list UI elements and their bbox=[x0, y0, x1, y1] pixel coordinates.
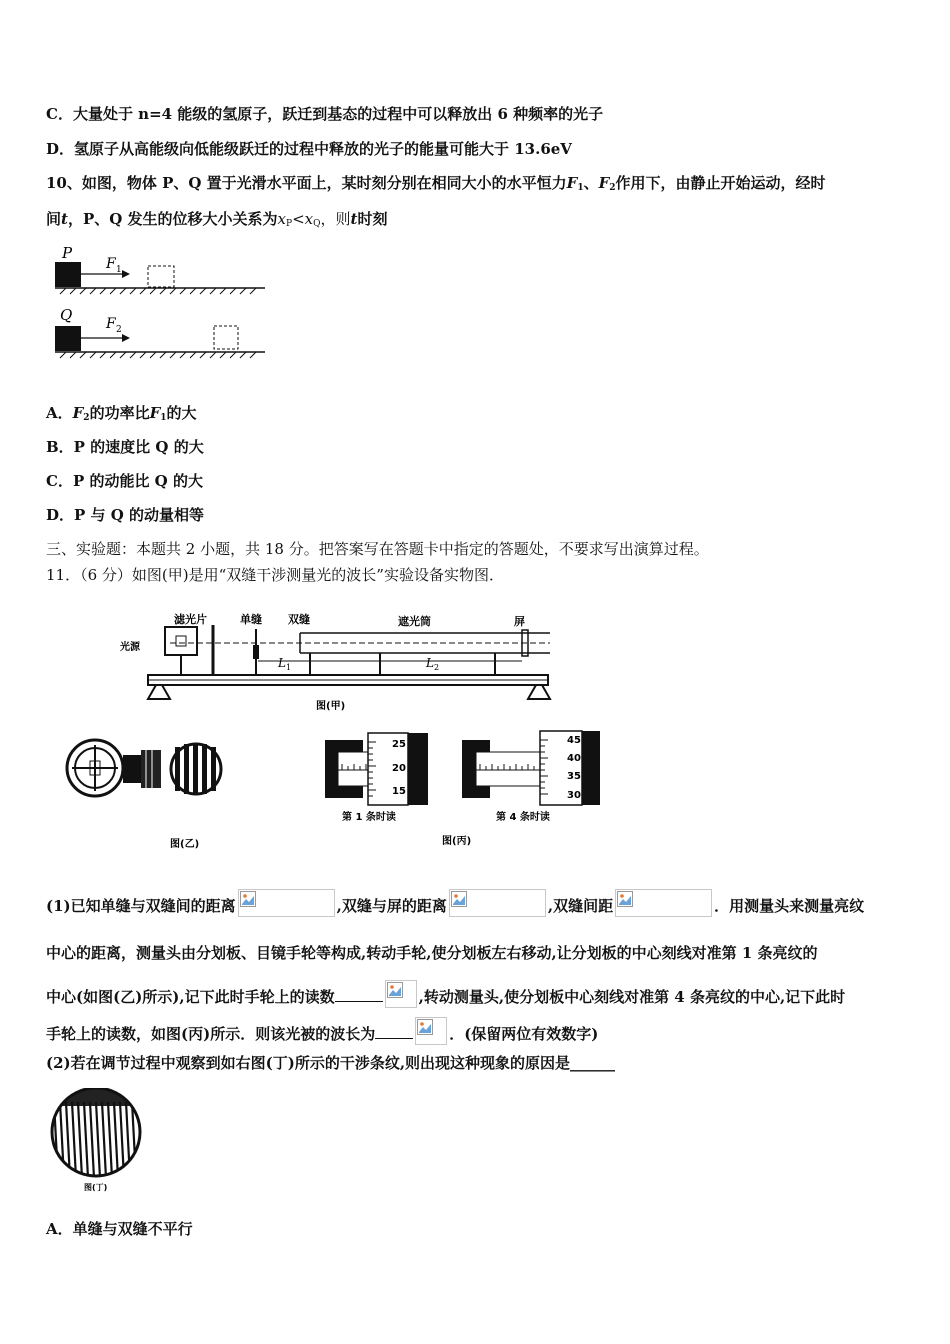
option-10a: A．$F_2$的功率比$F_1$的大 bbox=[46, 404, 197, 423]
q11-1-line2: 中心的距离，测量头由分划板、目镜手轮等构成,转动手轮,使分划板左右移动,让分划板的中心刻线对准第 1 条亮纹的 bbox=[46, 944, 818, 962]
question-11-stem: 11．（6 分）如图(甲)是用“双缝干涉测量光的波长”实验设备实物图． bbox=[46, 566, 504, 584]
figure-yi-eyepiece bbox=[60, 733, 230, 858]
label-fourth-reading: 第 4 条时读 bbox=[496, 812, 550, 823]
image-placeholder bbox=[238, 889, 335, 917]
caption-ding: 图(丁) bbox=[84, 1183, 108, 1192]
image-placeholder bbox=[449, 889, 546, 917]
tick-right-3: 30 bbox=[567, 790, 581, 801]
track-p bbox=[55, 244, 265, 294]
broken-image-icon bbox=[451, 891, 467, 907]
broken-image-icon bbox=[617, 891, 633, 907]
answer-blank bbox=[335, 1001, 383, 1002]
block-q bbox=[55, 326, 81, 351]
label-first-reading: 第 1 条时读 bbox=[342, 812, 396, 823]
option-11-2a: A．单缝与双缝不平行 bbox=[46, 1220, 193, 1238]
tick-right-1: 40 bbox=[567, 753, 581, 764]
label-l2: L bbox=[426, 656, 434, 670]
option-10b: B．P 的速度比 Q 的大 bbox=[46, 438, 204, 456]
force-diagram bbox=[50, 240, 270, 360]
caption-yi: 图(乙) bbox=[170, 839, 200, 850]
track-q bbox=[55, 306, 265, 358]
broken-image-icon bbox=[240, 891, 256, 907]
block-p bbox=[55, 262, 81, 287]
figure-jia-apparatus bbox=[110, 605, 570, 720]
label-filter: 滤光片 bbox=[174, 613, 207, 626]
ghost-block-p bbox=[148, 266, 174, 287]
q11-1-line1: (1)已知单缝与双缝间的距离 ,双缝与屏的距离 ,双缝间距 ．用测量头来测量亮纹 bbox=[46, 889, 864, 917]
caption-bing: 图(丙) bbox=[442, 836, 472, 847]
option-9d: D．氢原子从高能级向低能级跃迁的过程中释放的光子的能量可能大于 13.6eV bbox=[46, 140, 572, 158]
section-3-heading: 三、实验题：本题共 2 小题，共 18 分。把答案写在答题卡中指定的答题处，不要求写出演算过程。 bbox=[46, 540, 709, 558]
label-screen: 屏 bbox=[514, 615, 525, 628]
caption-jia: 图(甲) bbox=[316, 701, 346, 712]
option-10d: D．P 与 Q 的动量相等 bbox=[46, 506, 205, 524]
label-f2: F bbox=[106, 316, 116, 332]
question-10-line1: 10、如图，物体 P、Q 置于光滑水平面上，某时刻分别在相同大小的水平恒力$F_1$、$F_2$作用下，由静止开始运动，经时 bbox=[46, 174, 826, 193]
figure-bing-micrometer bbox=[320, 728, 605, 853]
label-p: P bbox=[62, 244, 73, 262]
tick-left-0: 25 bbox=[392, 739, 406, 750]
option-10c: C．P 的动能比 Q 的大 bbox=[46, 472, 203, 490]
image-placeholder bbox=[615, 889, 712, 917]
answer-blank bbox=[375, 1038, 413, 1039]
ghost-block-q bbox=[214, 326, 238, 349]
tick-left-1: 20 bbox=[392, 763, 406, 774]
q11-1-line4: 手轮上的读数，如图(丙)所示．则该光被的波长为 ．(保留两位有效数字) bbox=[46, 1017, 598, 1045]
svg-text:1: 1 bbox=[286, 663, 292, 672]
label-single-slit: 单缝 bbox=[240, 613, 262, 626]
q11-2: (2)若在调节过程中观察到如右图(丁)所示的干涉条纹,则出现这种现象的原因是______ bbox=[46, 1054, 616, 1072]
image-placeholder bbox=[385, 980, 417, 1008]
svg-text:2: 2 bbox=[116, 325, 122, 335]
option-9c: C．大量处于 n=4 能级的氢原子，跃迁到基态的过程中可以释放出 6 种频率的光子 bbox=[46, 105, 604, 123]
tick-right-2: 35 bbox=[567, 771, 581, 782]
label-tube: 遮光筒 bbox=[398, 615, 431, 628]
question-10-line2: 间t，P、Q 发生的位移大小关系为$x_P<x_Q$，则t时刻 bbox=[46, 210, 388, 229]
label-q: Q bbox=[60, 306, 73, 324]
tick-right-0: 45 bbox=[567, 735, 581, 746]
label-double-slit: 双缝 bbox=[288, 613, 310, 626]
label-light-source: 光源 bbox=[120, 642, 140, 653]
svg-text:2: 2 bbox=[434, 663, 440, 672]
broken-image-icon bbox=[387, 982, 403, 998]
figure-ding-fringes bbox=[46, 1088, 146, 1196]
tick-left-2: 15 bbox=[392, 786, 406, 797]
broken-image-icon bbox=[417, 1019, 433, 1035]
image-placeholder bbox=[415, 1017, 447, 1045]
svg-text:1: 1 bbox=[116, 265, 122, 275]
label-l1: L bbox=[278, 656, 286, 670]
q11-1-line3: 中心(如图(乙)所示),记下此时手轮上的读数 ,转动测量头,使分划板中心刻线对准第 4 条亮纹的中心,记下此时 bbox=[46, 980, 845, 1008]
label-f1: F bbox=[106, 256, 116, 272]
